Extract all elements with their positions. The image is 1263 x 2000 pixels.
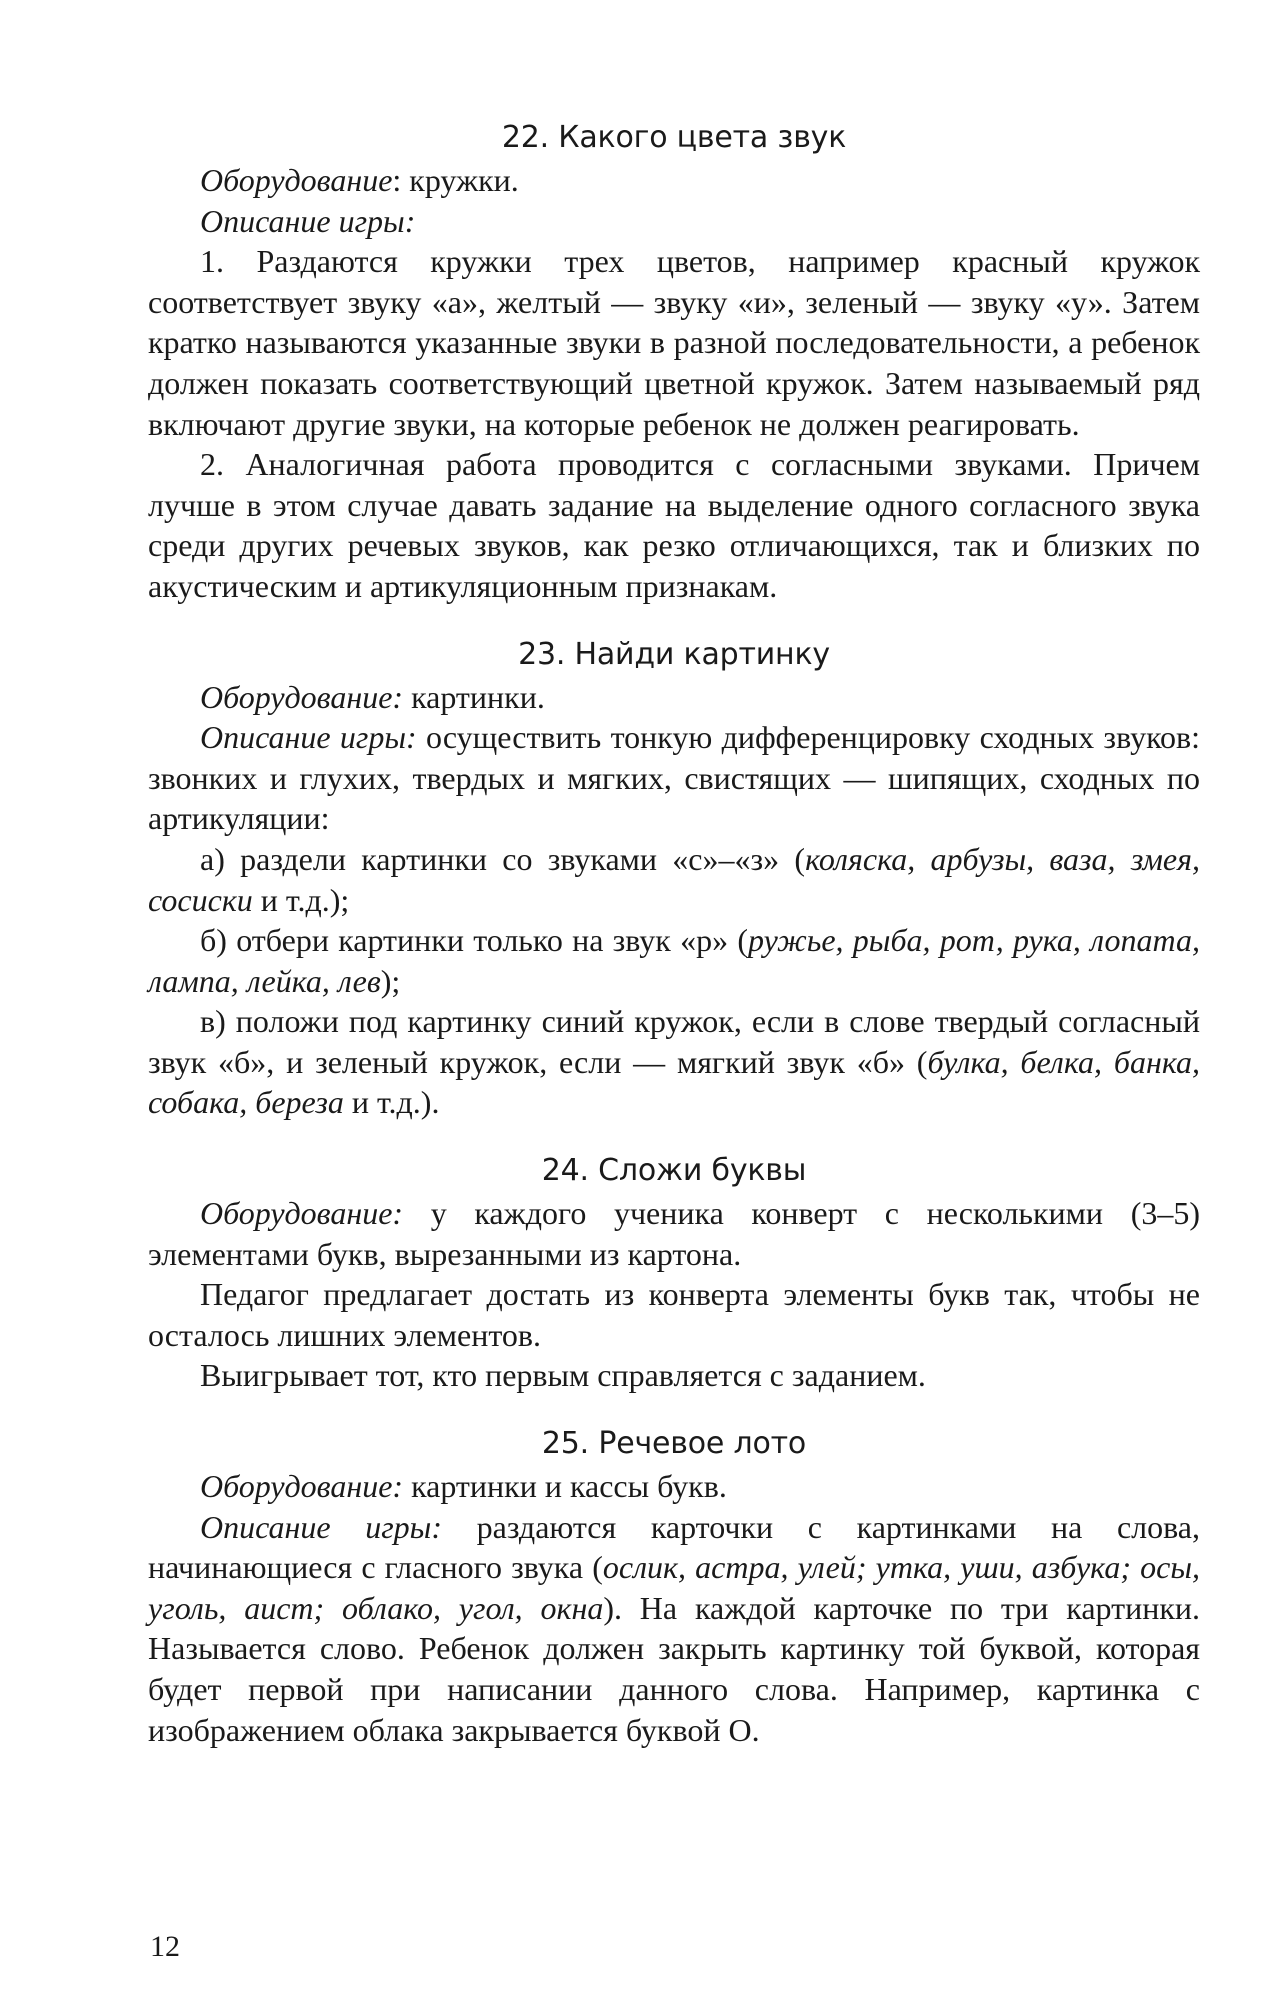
equipment-label: Оборудование: [200, 1468, 404, 1505]
section-heading: 25. Речевое лото [541, 1426, 807, 1462]
equipment-line [148, 1193, 1200, 1274]
description-label: Описание игры: [200, 202, 416, 239]
equipment-text: : кружки. [392, 162, 519, 198]
description-text: осуществить тонкую дифференцировку сходных звуков: звонких и глухих, твердых и мягких, свистящих — шипящих, сходных по артикуляции: [148, 719, 1201, 837]
description-label-line [148, 201, 1200, 242]
equipment-label: Оборудование [200, 162, 393, 198]
section-24 [148, 1151, 1200, 1396]
list-item-c [148, 1001, 1200, 1123]
item-suffix: ); [380, 962, 401, 999]
equipment-line [148, 677, 1200, 718]
section-heading: 23. Найди картинку [518, 636, 830, 672]
paragraph: Педагог предлагает достать из конверта элементы букв так, чтобы не осталось лишних элементов. [148, 1276, 1200, 1353]
item-suffix: и т.д.); [252, 881, 350, 918]
section-25 [148, 1424, 1200, 1750]
page-content [148, 118, 1200, 1750]
item-prefix: в) положи под картинку синий кружок, если в слове твердый согласный звук «б», и зеленый кружок, если — мягкий звук «б» ( [148, 1003, 1200, 1080]
item-suffix: и т.д.). [343, 1084, 440, 1121]
section-heading: 24. Сложи буквы [541, 1153, 807, 1189]
description-text: ). На каждой карточке по три картинки. Называется слово. Ребенок должен закрыть картинку той буквой, которая будет первой при написании данного слова. Например, картинка с изображением облака закрывается буквой О. [148, 1589, 1201, 1748]
example-words: булка, белка, банка, собака, береза [148, 1043, 1201, 1121]
equipment-line [148, 1466, 1200, 1507]
section-22 [148, 118, 1200, 607]
description-label: Описание игры: [200, 1508, 443, 1545]
equipment-line [148, 160, 1200, 201]
description-paragraph [148, 717, 1200, 839]
equipment-label: Оборудование: [200, 678, 404, 715]
equipment-text: картинки. [403, 678, 545, 715]
description-paragraph [148, 1507, 1200, 1751]
paragraph: Выигрывает тот, кто первым справляется с заданием. [200, 1357, 926, 1394]
equipment-label: Оборудование: [200, 1195, 404, 1232]
example-words: ружье, рыба, рот, рука, лопата, лампа, лейка, лев [148, 922, 1201, 999]
description-text: раздаются карточки с картинками на слова, начинающиеся с гласного звука ( [148, 1508, 1201, 1586]
equipment-text: картинки и кассы букв. [403, 1468, 727, 1505]
example-words: ослик, астра, улей; утка, уши, азбука; осы, уголь, аист; облако, угол, окна [148, 1549, 1200, 1626]
item-prefix: а) раздели картинки со звуками «с»–«з» ( [200, 840, 806, 877]
equipment-text: у каждого ученика конверт с несколькими (3–5) элементами букв, вырезанными из картона. [148, 1195, 1200, 1272]
page-number: 12 [150, 1930, 180, 1963]
item-prefix: б) отбери картинки только на звук «р» ( [200, 922, 749, 959]
paragraph: 2. Аналогичная работа проводится с согласными звуками. Причем лучше в этом случае давать задание на выделение одного согласного звука среди других речевых звуков, как резко отличающихся, так и близких по акустическим и артикуляционным признакам. [148, 446, 1200, 604]
description-label: Описание игры: [200, 719, 417, 756]
example-words: коляска, арбузы, ваза, змея, сосиски [148, 840, 1201, 918]
list-item-a [148, 839, 1200, 920]
paragraph: 1. Раздаются кружки трех цветов, например красный кружок соответствует звуку «а», желтый — звуку «и», зеленый — звуку «у». Затем кратко называются указанные звуки в разной последовательности, а ребенок должен показать соответствующий цветной кружок. Затем называемый ряд включают другие звуки, на которые ребенок не должен реагировать. [148, 243, 1200, 442]
section-heading: 22. Какого цвета звук [501, 120, 847, 155]
section-23 [148, 635, 1200, 1124]
list-item-b [148, 920, 1200, 1001]
